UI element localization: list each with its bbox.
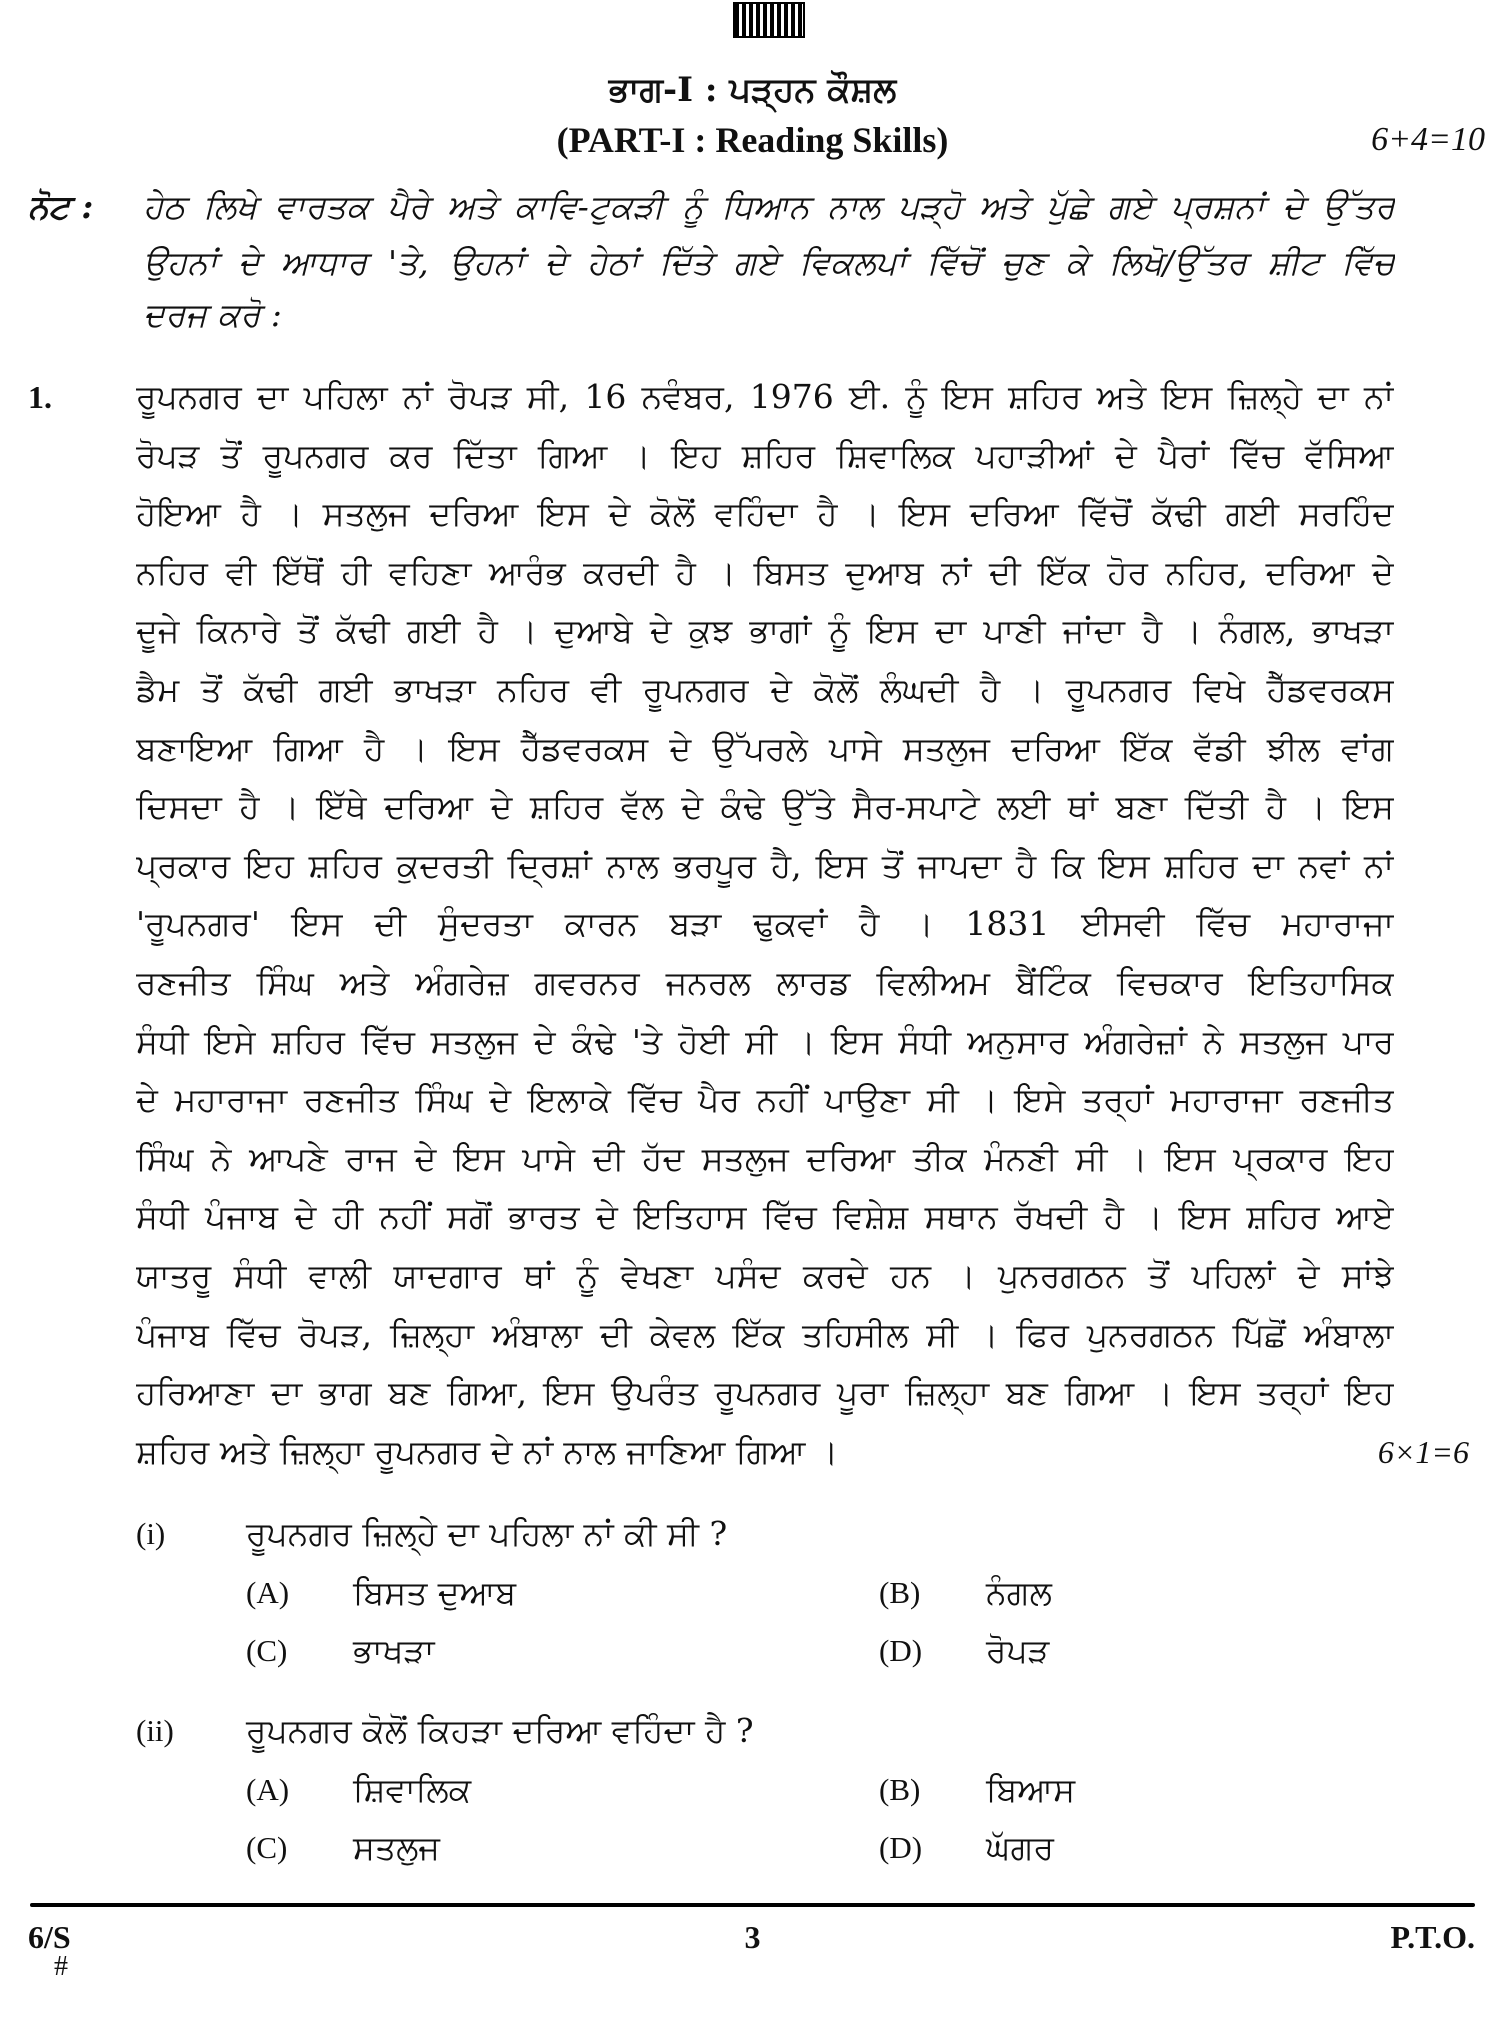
page-number: 3 bbox=[744, 1919, 761, 1955]
question-number: 1. bbox=[28, 379, 52, 415]
option-text: ਰੋਪੜ bbox=[986, 1631, 1050, 1670]
section-marks: 6+4=10 bbox=[1371, 121, 1485, 158]
note-line: ਦਰਜ ਕਰੋ : bbox=[143, 295, 282, 334]
passage-line: ਦੇ ਮਹਾਰਾਜਾ ਰਣਜੀਤ ਸਿੰਘ ਦੇ ਇਲਾਕੇ ਵਿੱਚ ਪੈਰ ਨਹੀਂ ਪਾਉਣਾ ਸੀ । ਇਸੇ ਤਰ੍ਹਾਂ ਮਹਾਰਾਜਾ ਰਣਜੀਤ bbox=[136, 1080, 1394, 1120]
passage-line: ਦਿਸਦਾ ਹੈ । ਇੱਥੇ ਦਰਿਆ ਦੇ ਸ਼ਹਿਰ ਵੱਲ ਦੇ ਕੰਢੇ ਉੱਤੇ ਸੈਰ-ਸਪਾਟੇ ਲਈ ਥਾਂ ਬਣਾ ਦਿੱਤੀ ਹੈ । ਇਸ bbox=[136, 787, 1394, 827]
option-text: ਸ਼ਿਵਾਲਿਕ bbox=[353, 1770, 472, 1809]
passage-line: ਸੰਧੀ ਪੰਜਾਬ ਦੇ ਹੀ ਨਹੀਂ ਸਗੋਂ ਭਾਰਤ ਦੇ ਇਤਿਹਾਸ ਵਿੱਚ ਵਿਸ਼ੇਸ਼ ਸਥਾਨ ਰੱਖਦੀ ਹੈ । ਇਸ ਸ਼ਹਿਰ ਆਏ bbox=[136, 1197, 1394, 1237]
passage-line: ਬਣਾਇਆ ਗਿਆ ਹੈ । ਇਸ ਹੈੱਡਵਰਕਸ ਦੇ ਉੱਪਰਲੇ ਪਾਸੇ ਸਤਲੁਜ ਦਰਿਆ ਇੱਕ ਵੱਡੀ ਝੀਲ ਵਾਂਗ bbox=[136, 728, 1394, 768]
section-title-english: (PART-I : Reading Skills) bbox=[556, 120, 949, 160]
passage-line: ਯਾਤਰੂ ਸੰਧੀ ਵਾਲੀ ਯਾਦਗਾਰ ਥਾਂ ਨੂੰ ਵੇਖਣਾ ਪਸੰਦ ਕਰਦੇ ਹਨ । ਪੁਨਰਗਠਨ ਤੋਂ ਪਹਿਲਾਂ ਦੇ ਸਾਂਝੇ bbox=[136, 1256, 1394, 1295]
passage-line: ਹਰਿਆਣਾ ਦਾ ਭਾਗ ਬਣ ਗਿਆ, ਇਸ ਉਪਰੰਤ ਰੂਪਨਗਰ ਪੂਰਾ ਜ਼ਿਲ੍ਹਾ ਬਣ ਗਿਆ । ਇਸ ਤਰ੍ਹਾਂ ਇਹ bbox=[136, 1373, 1394, 1413]
paper-code: 6/S bbox=[28, 1919, 71, 1955]
question-marks: 6×1=6 bbox=[1377, 1434, 1469, 1470]
option-text: ਘੱਗਰ bbox=[986, 1828, 1054, 1867]
option-key: (B) bbox=[879, 1772, 921, 1807]
section-title-punjabi: ਭਾਗ-I : ਪੜ੍ਹਨ ਕੌਸ਼ਲ bbox=[608, 70, 897, 110]
qr-code bbox=[733, 2, 805, 38]
passage-line: ਹੋਇਆ ਹੈ । ਸਤਲੁਜ ਦਰਿਆ ਇਸ ਦੇ ਕੋਲੋਂ ਵਹਿੰਦਾ ਹੈ । ਇਸ ਦਰਿਆ ਵਿੱਚੋਂ ਕੱਢੀ ਗਈ ਸਰਹਿੰਦ bbox=[136, 494, 1394, 534]
subquestion-text: ਰੂਪਨਗਰ ਜ਼ਿਲ੍ਹੇ ਦਾ ਪਹਿਲਾ ਨਾਂ ਕੀ ਸੀ ? bbox=[246, 1514, 728, 1553]
passage-line: ਸੰਧੀ ਇਸੇ ਸ਼ਹਿਰ ਵਿੱਚ ਸਤਲੁਜ ਦੇ ਕੰਢੇ 'ਤੇ ਹੋਈ ਸੀ । ਇਸ ਸੰਧੀ ਅਨੁਸਾਰ ਅੰਗਰੇਜ਼ਾਂ ਨੇ ਸਤਲੁਜ ਪਾਰ bbox=[136, 1021, 1394, 1061]
option-key: (D) bbox=[879, 1633, 923, 1668]
passage-line: ਨਹਿਰ ਵੀ ਇੱਥੋਂ ਹੀ ਵਹਿਣਾ ਆਰੰਭ ਕਰਦੀ ਹੈ । ਬਿਸਤ ਦੁਆਬ ਨਾਂ ਦੀ ਇੱਕ ਹੋਰ ਨਹਿਰ, ਦਰਿਆ ਦੇ bbox=[136, 552, 1394, 592]
pto-label: P.T.O. bbox=[1390, 1919, 1475, 1955]
footer-rule bbox=[30, 1903, 1475, 1907]
passage-line: ਰੋਪੜ ਤੋਂ ਰੂਪਨਗਰ ਕਰ ਦਿੱਤਾ ਗਿਆ । ਇਹ ਸ਼ਹਿਰ ਸ਼ਿਵਾਲਿਕ ਪਹਾੜੀਆਂ ਦੇ ਪੈਰਾਂ ਵਿੱਚ ਵੱਸਿਆ bbox=[136, 435, 1394, 475]
passage-line: ਦੂਜੇ ਕਿਨਾਰੇ ਤੋਂ ਕੱਢੀ ਗਈ ਹੈ । ਦੁਆਬੇ ਦੇ ਕੁਝ ਭਾਗਾਂ ਨੂੰ ਇਸ ਦਾ ਪਾਣੀ ਜਾਂਦਾ ਹੈ । ਨੰਗਲ, ਭਾਖੜਾ bbox=[136, 611, 1394, 651]
option-text: ਭਾਖੜਾ bbox=[353, 1631, 435, 1670]
subquestion-number: (ii) bbox=[136, 1713, 174, 1748]
option-text: ਨੰਗਲ bbox=[986, 1573, 1052, 1612]
note-line: ਹੇਠ ਲਿਖੇ ਵਾਰਤਕ ਪੈਰੇ ਅਤੇ ਕਾਵਿ-ਟੁਕੜੀ ਨੂੰ ਧਿਆਨ ਨਾਲ ਪੜ੍ਹੋ ਅਤੇ ਪੁੱਛੇ ਗਏ ਪ੍ਰਸ਼ਨਾਂ ਦੇ ਉੱਤਰ bbox=[143, 187, 1395, 226]
option-text: ਬਿਆਸ bbox=[986, 1770, 1076, 1809]
note-line: ਉਹਨਾਂ ਦੇ ਆਧਾਰ 'ਤੇ, ਉਹਨਾਂ ਦੇ ਹੇਠਾਂ ਦਿੱਤੇ ਗਏ ਵਿਕਲਪਾਂ ਵਿੱਚੋਂ ਚੁਣ ਕੇ ਲਿਖੋ/ਉੱਤਰ ਸ਼ੀਟ ਵਿੱਚ bbox=[143, 243, 1395, 282]
option-key: (B) bbox=[879, 1575, 921, 1610]
passage-line: ਸਿੰਘ ਨੇ ਆਪਣੇ ਰਾਜ ਦੇ ਇਸ ਪਾਸੇ ਦੀ ਹੱਦ ਸਤਲੁਜ ਦਰਿਆ ਤੀਕ ਮੰਨਣੀ ਸੀ । ਇਸ ਪ੍ਰਕਾਰ ਇਹ bbox=[136, 1138, 1394, 1178]
option-key: (C) bbox=[246, 1830, 288, 1865]
passage-line: ਪੰਜਾਬ ਵਿੱਚ ਰੋਪੜ, ਜ਼ਿਲ੍ਹਾ ਅੰਬਾਲਾ ਦੀ ਕੇਵਲ ਇੱਕ ਤਹਿਸੀਲ ਸੀ । ਫਿਰ ਪੁਨਰਗਠਨ ਪਿੱਛੋਂ ਅੰਬਾਲਾ bbox=[136, 1314, 1394, 1354]
passage-line: ਰੂਪਨਗਰ ਦਾ ਪਹਿਲਾ ਨਾਂ ਰੋਪੜ ਸੀ, 16 ਨਵੰਬਰ, 1976 ਈ. ਨੂੰ ਇਸ ਸ਼ਹਿਰ ਅਤੇ ਇਸ ਜ਼ਿਲ੍ਹੇ ਦਾ ਨਾਂ bbox=[136, 377, 1394, 416]
note-label: ਨੋਟ : bbox=[28, 187, 94, 226]
passage-line: ਡੈਮ ਤੋਂ ਕੱਢੀ ਗਈ ਭਾਖੜਾ ਨਹਿਰ ਵੀ ਰੂਪਨਗਰ ਦੇ ਕੋਲੋਂ ਲੰਘਦੀ ਹੈ । ਰੂਪਨਗਰ ਵਿਖੇ ਹੈੱਡਵਰਕਸ bbox=[136, 670, 1394, 709]
passage-line: ਸ਼ਹਿਰ ਅਤੇ ਜ਼ਿਲ੍ਹਾ ਰੂਪਨਗਰ ਦੇ ਨਾਂ ਨਾਲ ਜਾਣਿਆ ਗਿਆ । bbox=[136, 1431, 839, 1471]
option-key: (D) bbox=[879, 1830, 923, 1865]
subquestion-number: (i) bbox=[136, 1516, 166, 1551]
hash-mark: # bbox=[54, 1951, 68, 1982]
passage-line: 'ਰੂਪਨਗਰ' ਇਸ ਦੀ ਸੁੰਦਰਤਾ ਕਾਰਨ ਬੜਾ ਢੁਕਵਾਂ ਹੈ । 1831 ਈਸਵੀ ਵਿੱਚ ਮਹਾਰਾਜਾ bbox=[136, 904, 1394, 944]
option-key: (C) bbox=[246, 1633, 288, 1668]
option-key: (A) bbox=[246, 1772, 290, 1807]
option-text: ਬਿਸਤ ਦੁਆਬ bbox=[353, 1573, 517, 1612]
option-text: ਸਤਲੁਜ bbox=[353, 1828, 440, 1867]
passage-line: ਰਣਜੀਤ ਸਿੰਘ ਅਤੇ ਅੰਗਰੇਜ਼ ਗਵਰਨਰ ਜਨਰਲ ਲਾਰਡ ਵਿਲੀਅਮ ਬੈਂਟਿੰਕ ਵਿਚਕਾਰ ਇਤਿਹਾਸਿਕ bbox=[136, 963, 1394, 1002]
subquestion-text: ਰੂਪਨਗਰ ਕੋਲੋਂ ਕਿਹੜਾ ਦਰਿਆ ਵਹਿੰਦਾ ਹੈ ? bbox=[246, 1711, 754, 1750]
option-key: (A) bbox=[246, 1575, 290, 1610]
passage-line: ਪ੍ਰਕਾਰ ਇਹ ਸ਼ਹਿਰ ਕੁਦਰਤੀ ਦ੍ਰਿਸ਼ਾਂ ਨਾਲ ਭਰਪੂਰ ਹੈ, ਇਸ ਤੋਂ ਜਾਪਦਾ ਹੈ ਕਿ ਇਸ ਸ਼ਹਿਰ ਦਾ ਨਵਾਂ ਨਾਂ bbox=[136, 845, 1394, 885]
